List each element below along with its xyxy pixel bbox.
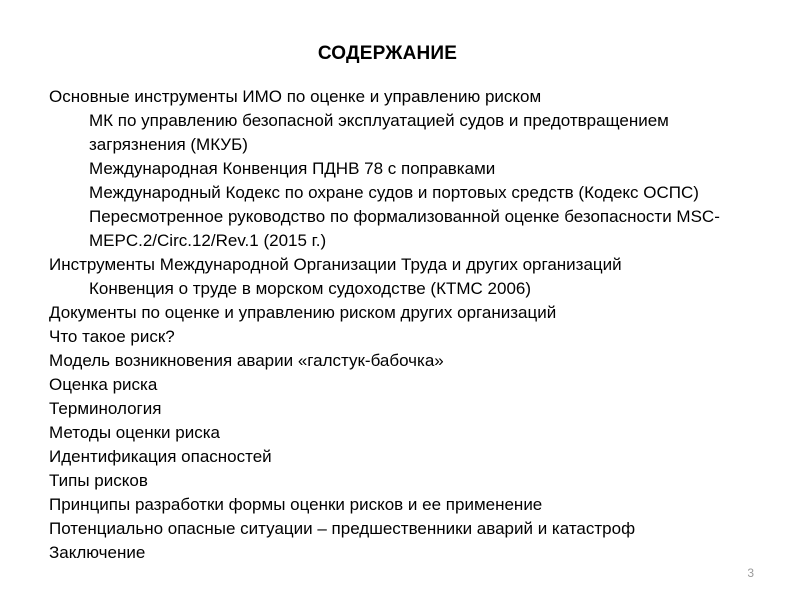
toc-subitem: Пересмотренное руководство по формализованной оценке безопасности MSC-MEPC.2/Circ.12/Rev.1 (2015 г.) — [89, 207, 720, 250]
toc-subitem: МК по управлению безопасной эксплуатацией судов и предотвращением загрязнения (МКУБ) — [89, 111, 669, 154]
toc-item: Принципы разработки формы оценки рисков и ее применение — [49, 495, 543, 514]
toc-item: Инструменты Международной Организации Труда и других организаций — [49, 255, 622, 274]
toc-item: Оценка риска — [49, 375, 158, 394]
toc-subitem: Международная Конвенция ПДНВ 78 с поправками — [89, 159, 496, 178]
toc-item: Типы рисков — [49, 471, 148, 490]
toc-item: Терминология — [49, 399, 162, 418]
table-of-contents — [49, 85, 779, 565]
toc-item: Основные инструменты ИМО по оценке и управлению риском — [49, 87, 542, 106]
toc-item: Что такое риск? — [49, 327, 175, 346]
toc-subitem: Международный Кодекс по охране судов и портовых средств (Кодекс ОСПС) — [89, 183, 699, 202]
toc-item: Заключение — [49, 543, 146, 562]
toc-item: Потенциально опасные ситуации – предшественники аварий и катастроф — [49, 519, 636, 538]
toc-item: Модель возникновения аварии «галстук-бабочка» — [49, 351, 444, 370]
toc-item: Методы оценки риска — [49, 423, 220, 442]
toc-item: Документы по оценке и управлению риском других организаций — [49, 303, 557, 322]
page-number: 3 — [747, 566, 754, 580]
toc-subitem: Конвенция о труде в морском судоходстве (КТМС 2006) — [89, 279, 532, 298]
toc-item: Идентификация опасностей — [49, 447, 272, 466]
slide-title: СОДЕРЖАНИЕ — [317, 43, 458, 64]
